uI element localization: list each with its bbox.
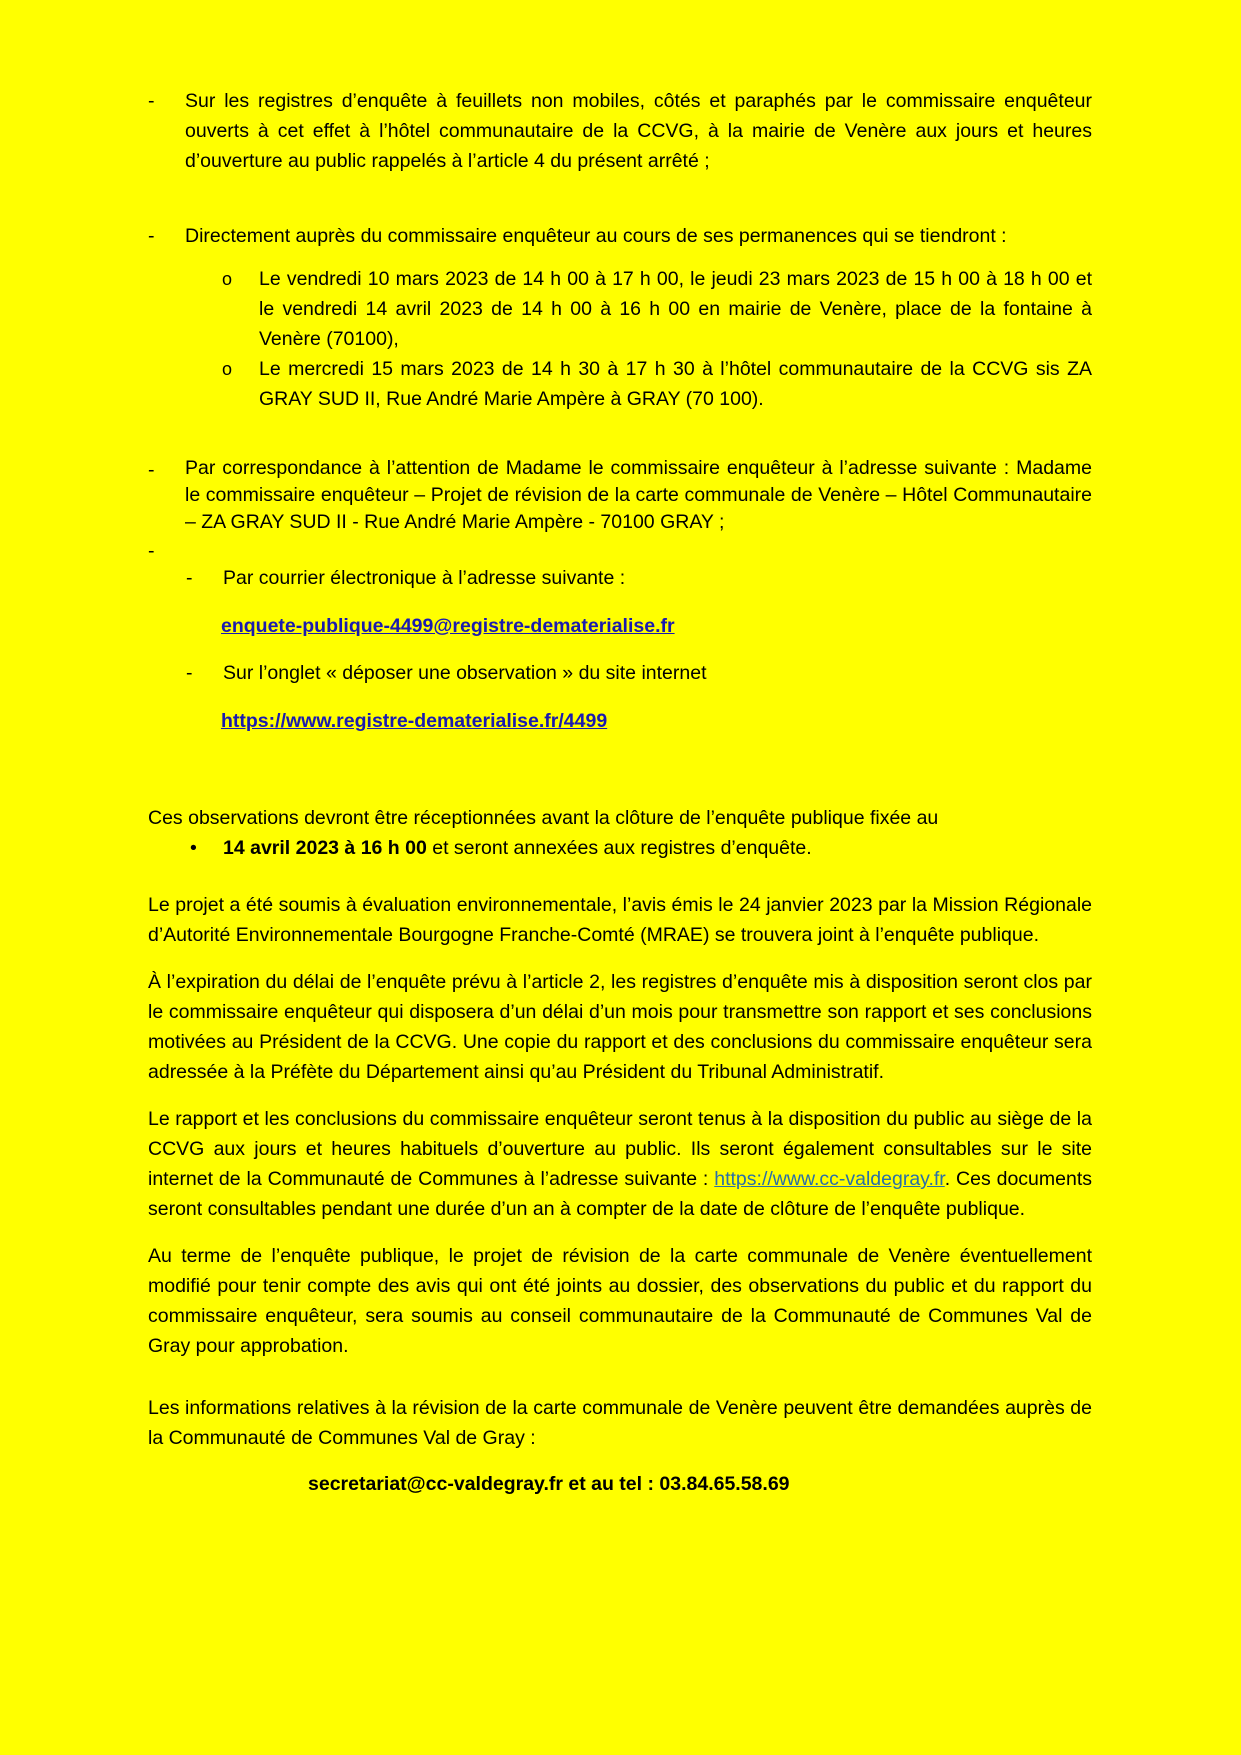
email-link[interactable]: enquete-publique-4499@registre-dematerialise.fr [221, 615, 675, 637]
info-paragraph: Les informations relatives à la révision de la carte communale de Venère peuvent être demandées auprès de la Communauté de Communes Val de Gray : [148, 1397, 1092, 1449]
permanence-ccvg-text: Le mercredi 15 mars 2023 de 14 h 30 à 17 h 30 à l’hôtel communautaire de la CCVG sis ZA GRAY SUD II, Rue André Marie Ampère à GRAY (70 100). [259, 358, 1092, 410]
dash-marker: - [148, 459, 155, 481]
terme-paragraph: Au terme de l’enquête publique, le projet de révision de la carte communale de Venère éventuellement modifié pour tenir compte des avis qui ont été joints au dossier, des observations du public et du rapport du commissaire enquêteur, sera soumis au conseil communautaire de la Communauté de Communes Val de Gray pour approbation. [148, 1245, 1092, 1357]
evaluation-paragraph: Le projet a été soumis à évaluation environnementale, l’avis émis le 24 janvier 2023 par la Mission Régionale d’Autorité Environnementale Bourgogne Franche-Comté (MRAE) se trouvera joint à l’enquête publique. [148, 894, 1092, 946]
sublist-item [222, 264, 1092, 354]
expiration-paragraph: À l’expiration du délai de l’enquête prévu à l’article 2, les registres d’enquête mis à disposition seront clos par le commissaire enquêteur qui disposera d’un délai d’un mois pour transmettre son rapport et ses conclusions motivées au Président de la CCVG. Une copie du rapport et des conclusions du commissaire enquêteur sera adressée à la Préfète du Département ainsi qu’au Président du Tribunal Administratif. [148, 971, 1092, 1083]
bullet-marker: • [190, 837, 197, 859]
dash-marker: - [148, 540, 155, 562]
contact-line: secretariat@cc-valdegray.fr et au tel : 03.84.65.58.69 [308, 1473, 790, 1495]
permanences-text: Directement auprès du commissaire enquêteur au cours de ses permanences qui se tiendront : [185, 225, 1007, 247]
dash-marker: - [186, 567, 193, 589]
email-label: Par courrier électronique à l’adresse suivante : [223, 567, 626, 589]
dash-marker: - [186, 662, 193, 684]
sublist-item [222, 354, 1092, 414]
deadline-date: 14 avril 2023 à 16 h 00 [223, 837, 427, 859]
deadline-rest: et seront annexées aux registres d’enquête. [426, 837, 812, 859]
observations-intro: Ces observations devront être réceptionnées avant la clôture de l’enquête publique fixée au [148, 807, 939, 829]
rapport-paragraph [148, 1104, 1092, 1224]
permanences-sublist [222, 264, 1092, 414]
dash-marker: - [148, 90, 155, 112]
list-item-registres [148, 86, 1092, 176]
email-link-line [148, 611, 1092, 641]
registres-text: Sur les registres d’enquête à feuillets non mobiles, côtés et paraphés par le commissaire enquêteur ouverts à cet effet à l’hôtel communautaire de la CCVG, à la mairie de Venère aux jours et heures d’ouverture au public rappelés à l’article 4 du présent arrêté ; [185, 90, 1092, 172]
circle-marker: o [222, 269, 233, 289]
email-item [148, 563, 1092, 593]
dash-marker: - [148, 225, 155, 247]
document-page [148, 86, 1092, 1499]
deadline-item [148, 833, 1092, 863]
web-item [148, 658, 1092, 688]
web-label: Sur l’onglet « déposer une observation » du site internet [223, 662, 707, 684]
permanence-venere-text: Le vendredi 10 mars 2023 de 14 h 00 à 17 h 00, le jeudi 23 mars 2023 de 15 h 00 à 18 h 00 et le vendredi 14 avril 2023 de 14 h 00 à 16 h 00 en mairie de Venère, place de la fontaine à Venère (70100), [259, 268, 1092, 350]
web-link-line [148, 706, 1092, 736]
list-item-electronique [148, 536, 1092, 563]
registre-link[interactable]: https://www.registre-dematerialise.fr/4499 [221, 710, 608, 732]
ccvg-website-link[interactable]: https://www.cc-valdegray.fr [714, 1168, 945, 1190]
rapport-text-before: Le rapport et les conclusions du commissaire enquêteur seront tenus à la disposition du public au siège de la CCVG aux jours et heures habituels d’ouverture au public. Ils seront également consultables sur le site internet de la Communauté de Communes à l’adresse suivante : [148, 1108, 1092, 1190]
circle-marker: o [222, 359, 233, 379]
list-item-correspondance [148, 455, 1092, 536]
correspondance-text: Par correspondance à l’attention de Madame le commissaire enquêteur à l’adresse suivante : Madame le commissaire enquêteur – Projet de révision de la carte communale de Venère – Hôtel Communautaire – ZA GRAY SUD II - Rue André Marie Ampère - 70100 GRAY ; [185, 457, 1092, 533]
rapport-text-after: . Ces documents seront consultables pendant une durée d’un an à compter de la date de clôture de l’enquête publique. [148, 1168, 1092, 1220]
list-item-permanences [148, 221, 1092, 251]
